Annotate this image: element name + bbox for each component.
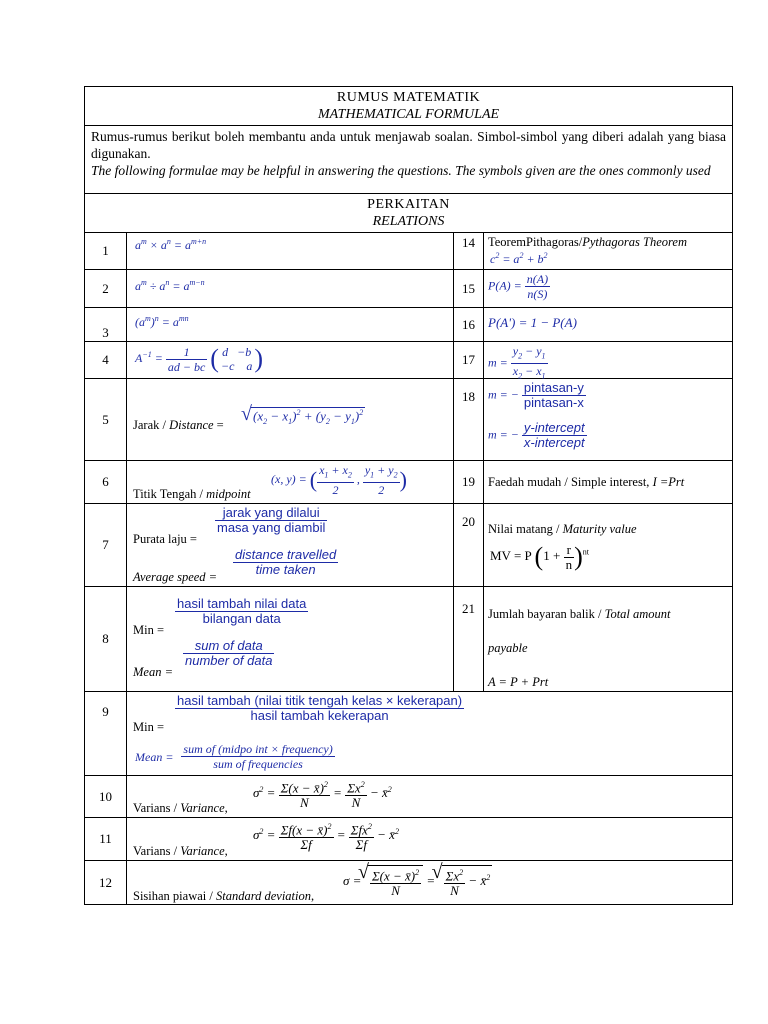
formula-15: P(A) = $\frac{n(A)}{n(S)}$ [484,270,733,308]
row-number: 11 [85,818,127,861]
payable-label: payable [488,641,528,655]
formula-20: Nilai matang / Maturity value MV = P (1 + $\frac{r}{n}$ )$^{nt}$ [484,504,733,587]
hasil-tambah-kekerapan: hasil tambah kekerapan [250,708,389,723]
hasil-tambah-nilai: hasil tambah nilai data [177,596,307,611]
row-number: 7 [85,504,127,587]
table-header [85,87,733,126]
distance-travelled: distance travelled [235,547,337,562]
row-number: 17 [454,342,484,379]
row-number: 6 [85,461,127,504]
row-number: 5 [85,379,127,461]
formula-12: Sisihan piawai / Standard deviation, σ = √ $\frac{\Sigma(x - x̄)^2}{N}$ = √ $\frac{\Sigma x^2}{N}$ − x̄$^2$ [127,861,733,905]
variance-label: Variance [180,801,225,815]
row-number: 1 [85,233,127,270]
min-label-9: Min = [133,720,165,734]
avg-speed-label: Average speed = [133,570,218,584]
nilai-label: Nilai matang / [488,522,563,536]
row-number: 10 [85,776,127,818]
midpoint-label: midpoint [206,487,251,501]
bilangan-data: bilangan data [202,611,281,626]
number-of-data: number of data [185,653,273,668]
title-en: MATHEMATICAL FORMULAE [317,107,500,122]
x-intercept: x-intercept [523,435,585,450]
intro-en: The following formulae may be helpful in answering the questions. The symbols given are the ones commonly used [91,163,711,178]
formula-table [84,86,733,905]
std-dev-label: Standard deviation [215,889,311,903]
total-label: Total amount [604,607,671,621]
row-number: 16 [454,308,484,342]
varians-label-11: Varians / [133,844,181,858]
formula-6: Titik Tengah / midpoint (x, y) = ( $\frac{x_1 + x_2}{2}$ , $\frac{y_1 + y_2}{2}$ ) [127,461,454,504]
jarak-label: Jarak / [133,418,170,432]
row-number: 4 [85,342,127,379]
row-number: 15 [454,270,484,308]
apprt-formula: A = P + Prt [488,675,549,689]
hasil-tambah-kelas: hasil tambah (nilai titik tengah kelas × kekerapan) [177,693,463,708]
sisihan-label: Sisihan piawai / [133,889,216,903]
formula-14: TeoremPithagoras/Pythagoras Theorem $c^2 = a^2 + b^2$ [484,233,733,270]
time-taken: time taken [255,562,316,577]
pythag-ms: TeoremPithagoras/ [488,235,583,249]
maturity-label: Maturity value [562,522,637,536]
title-ms: RUMUS MATEMATIK [336,90,481,105]
purata-label: Purata laju = [133,532,197,546]
formula-19 [484,461,733,504]
row-number: 14 [454,233,484,270]
sum-of-data: sum of data [183,639,274,654]
section-header [85,194,733,233]
sum-freq: sum of frequencies [213,757,303,771]
formula-17: m = $\frac{y_2 - y_1}{x_2 - x_1}$ [484,342,733,379]
faedah-label: Faedah mudah / Simple interest, [488,475,653,489]
row-number: 2 [85,270,127,308]
varians-label: Varians / [133,801,181,815]
row-number: 3 [85,308,127,342]
pintasan-x: pintasan-x [523,395,584,410]
faedah-formula: I =Prt [652,475,685,489]
variance-label-11: Variance [180,844,225,858]
formula-16: P(A') = 1 − P(A) [484,308,733,342]
row-number: 19 [454,461,484,504]
formula-3: $(a^m)^n = a^{mn}$ [127,308,454,342]
formula-2: $a^m \div a^n = a^{m-n}$ [127,270,454,308]
row-number: 12 [85,861,127,905]
jarak-dilalui: jarak yang dilalui [215,506,327,521]
row-number: 8 [85,587,127,692]
mean-label: Mean = [133,665,174,679]
row-number: 20 [454,504,484,587]
section-ms: PERKAITAN [367,197,450,212]
row-number: 18 [454,379,484,461]
pintasan-y: pintasan-y [523,380,584,395]
formula-5: Jarak / Distance = √ $(x_2 - x_1)^2 + (y_2 - y_1)^2$ [127,379,454,461]
formula-8 [127,587,454,692]
formula-11: Varians / Variance, $\sigma^2$ = $\frac{\Sigma f(x - x̄)^2}{\Sigma f}$ = $\frac{\Sigma fx^2}{\Sigma f}$ − x̄$^2$ [127,818,733,861]
masa-diambil: masa yang diambil [217,520,326,535]
row-number: 9 [85,692,127,776]
intro-ms: Rumus-rumus berikut boleh membantu anda untuk menjawab soalan. Simbol-simbol yang diberi adalah yang biasa digunakan. [91,129,727,161]
formula-10: Varians / Variance, $\sigma^2$ = $\frac{\Sigma(x - x̄)^2}{N}$ = $\frac{\Sigma x^2}{N}$ − x̄$^2$ [127,776,733,818]
min-label: Min = [133,623,165,637]
distance-label: Distance [169,418,214,432]
y-intercept: y-intercept [523,420,585,435]
pythag-en: Pythagoras Theorem [582,235,687,249]
formula-21 [484,587,733,692]
intro [85,126,733,194]
sum-midpoint: sum of (midpo int × frequency) [183,742,333,756]
formula-9: Min = hasil tambah (nilai titik tengah kelas × kekerapan) hasil tambah kekerapan Mean = $\frac{\text{sum of (midpo int × frequency)}}{\text{sum of frequencies}}$ [127,692,733,776]
formula-7 [127,504,454,587]
formula-1: $a^m \times a^n = a^{m+n}$ [127,233,454,270]
formula-18: m = − $\frac{\text{pintasan-y}}{\text{pintasan-x}}$ m = − $\frac{\text{y-intercept}}{\text{x-intercept}}$ [484,379,733,461]
jumlah-label: Jumlah bayaran balik / [488,607,605,621]
row-number: 21 [454,587,484,692]
titik-label: Titik Tengah / [133,487,207,501]
section-en: RELATIONS [372,214,445,229]
formula-4: $A^{-1}$ = $\frac{1}{ad - bc}$ ( d −b −c a ) [127,342,454,379]
